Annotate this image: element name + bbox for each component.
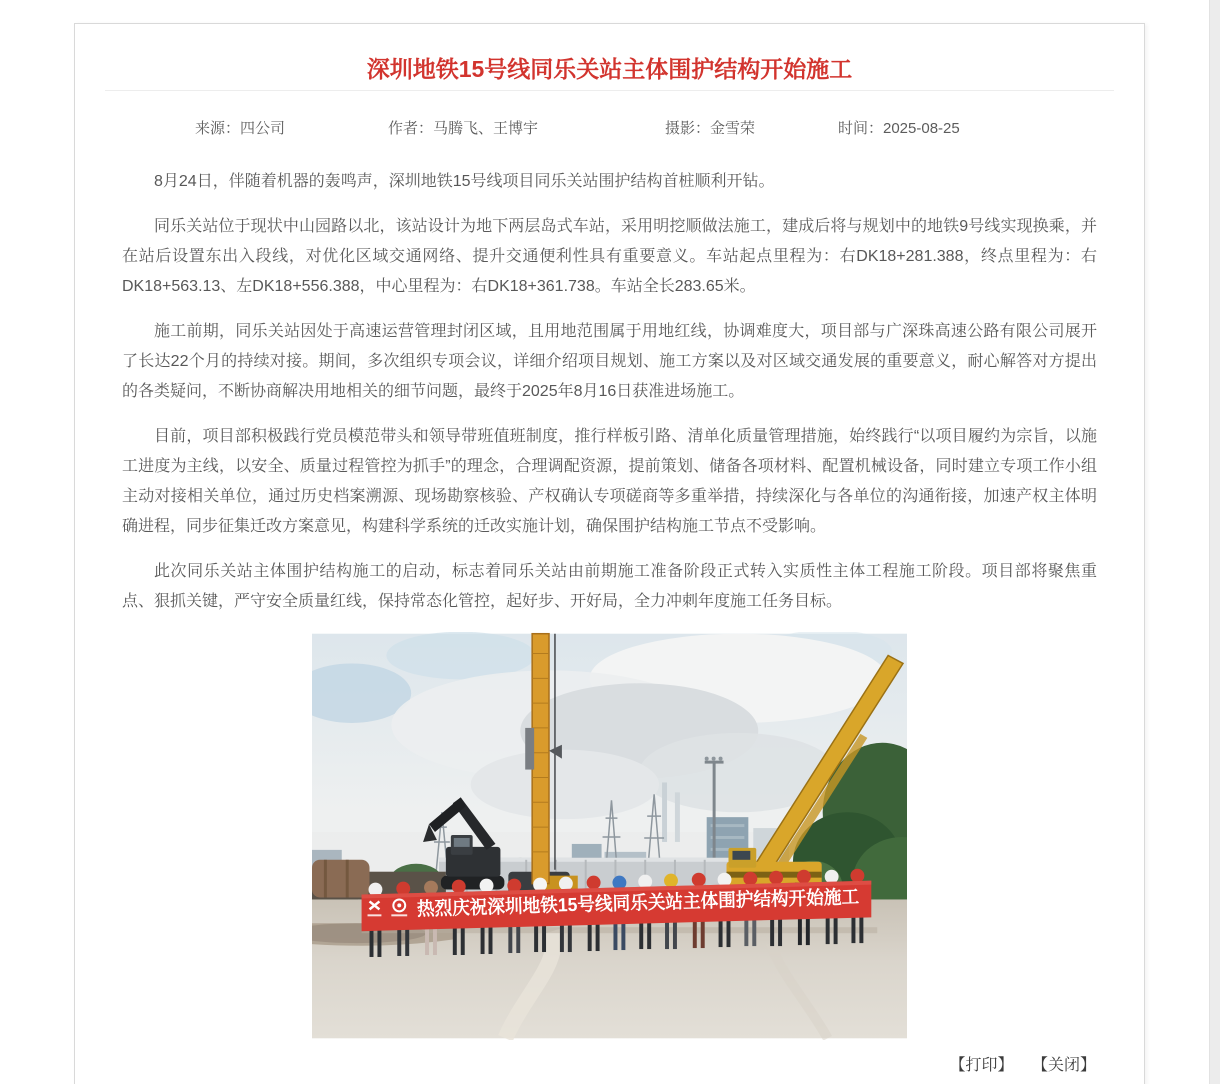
paragraph: 此次同乐关站主体围护结构施工的启动，标志着同乐关站由前期施工准备阶段正式转入实质性主体工程施工阶段。项目部将聚焦重点、狠抓关键，严守安全质量红线，保持常态化管控，起好步、开好局，全力冲刺年度施工任务目标。 (122, 563, 1097, 610)
article-card (74, 23, 1145, 1084)
paragraph: 同乐关站位于现状中山园路以北，该站设计为地下两层岛式车站，采用明挖顺做法施工，建成后将与规划中的地铁9号线实现换乘，并在站后设置东出入段线，对优化区域交通网络、提升交通便利性具有重要意义。车站起点里程为：右DK18+281.388，终点里程为：右DK18+563.13、左DK18+556.388，中心里程为：右DK18+361.738。车站全长283.65米。 (122, 218, 1097, 295)
article-body (122, 167, 1097, 617)
meta-photographer: 摄影：金雪荣 (665, 120, 756, 137)
print-button[interactable]: 【打印】 (949, 1057, 1014, 1074)
banner-text: 热烈庆祝深圳地铁15号线同乐关站主体围护结构开始施工 (416, 885, 890, 920)
page-scrollbar[interactable] (1209, 0, 1220, 1084)
article-footer (123, 1052, 1096, 1075)
paragraph: 施工前期，同乐关站因处于高速运营管理封闭区域，且用地范围属于用地红线，协调难度大，项目部与广深珠高速公路有限公司展开了长达22个月的持续对接。期间，多次组织专项会议，详细介绍项目规划、施工方案以及对区域交通发展的重要意义，耐心解答对方提出的各类疑问，不断协商解决用地相关的细节问题，最终于2025年8月16日获准进场施工。 (122, 323, 1097, 400)
meta-source: 来源：四公司 (195, 120, 286, 137)
title-divider (105, 90, 1114, 91)
page-title: 深圳地铁15号线同乐关站主体围护结构开始施工 (366, 56, 853, 82)
paragraph: 8月24日，伴随着机器的轰鸣声，深圳地铁15号线项目同乐关站围护结构首桩顺利开钻。 (154, 173, 775, 190)
meta-time: 时间：2025-08-25 (838, 120, 960, 137)
paragraph: 目前，项目部积极践行党员模范带头和领导带班值班制度，推行样板引路、清单化质量管理措施，始终践行“以项目履约为宗旨，以施工进度为主线，以安全、质量过程管控为抓手”的理念，合理调配资源，提前策划、储备各项材料、配置机械设备，同时建立专项工作小组主动对接相关单位，通过历史档案溯源、现场勘察核验、产权确认专项磋商等多重举措，持续深化与各单位的沟通衔接，加速产权主体明确进程，同步征集迁改方案意见，构建科学系统的迁改实施计划，确保围护结构施工节点不受影响。 (122, 428, 1097, 535)
meta-author: 作者：马腾飞、王博宇 (388, 120, 539, 137)
article-meta (75, 117, 1144, 141)
close-button[interactable]: 【关闭】 (1031, 1057, 1096, 1074)
construction-site-photo (312, 632, 907, 1040)
